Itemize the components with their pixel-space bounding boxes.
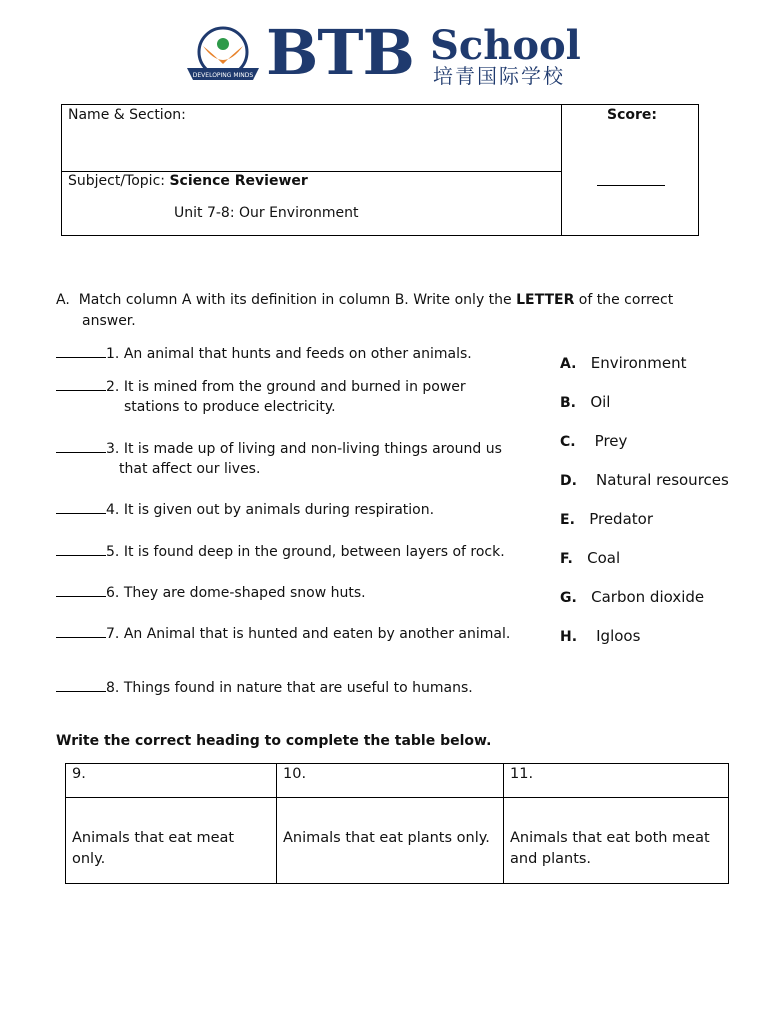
section-a-instruction (56, 290, 673, 310)
question-6 (56, 583, 366, 603)
answer-blank-7[interactable] (56, 624, 106, 638)
option-f: F. Coal (560, 549, 621, 567)
question-number: 6. (106, 585, 120, 601)
option-h: H. Igloos (560, 627, 641, 645)
question-3-line2: that affect our lives. (119, 461, 261, 477)
table-header-10[interactable]: 10. (283, 766, 307, 782)
question-2-line2: stations to produce electricity. (124, 399, 336, 415)
question-text: They are dome-shaped snow huts. (123, 585, 366, 601)
option-c: C. Prey (560, 432, 628, 450)
section-a-instruction-line2: answer. (82, 313, 136, 329)
question-number: 5. (106, 544, 120, 560)
question-number: 4. (106, 502, 120, 518)
question-number: 1. (106, 346, 120, 362)
question-7 (56, 624, 510, 644)
logo-chinese-text: 培青国际学校 (433, 64, 565, 88)
question-number: 2. (106, 379, 120, 395)
question-text: An Animal that is hunted and eaten by another animal. (123, 626, 511, 642)
answer-blank-6[interactable] (56, 583, 106, 597)
question-text: It is found deep in the ground, between layers of rock. (123, 544, 505, 560)
instruction-text-bold: LETTER (516, 292, 575, 308)
table-row-divider (66, 797, 728, 798)
table-col-divider (276, 764, 277, 883)
score-label: Score: (607, 107, 657, 123)
answer-blank-3[interactable] (56, 439, 106, 453)
answer-blank-5[interactable] (56, 542, 106, 556)
question-4 (56, 500, 434, 520)
subject-topic-row (68, 172, 308, 190)
question-text: An animal that hunts and feeds on other animals. (123, 346, 472, 362)
question-1 (56, 344, 472, 364)
logo-motto: DEVELOPING MINDS (192, 72, 254, 79)
question-text: It is given out by animals during respiration. (123, 502, 435, 518)
question-8 (56, 678, 473, 698)
answer-blank-8[interactable] (56, 678, 106, 692)
option-b: B. Oil (560, 393, 611, 411)
option-a: A. Environment (560, 354, 687, 372)
question-5 (56, 542, 505, 562)
table-header-9[interactable]: 9. (72, 766, 86, 782)
score-blank-line (597, 185, 665, 186)
logo-school-text: School (430, 22, 581, 69)
question-2 (56, 377, 466, 397)
question-number: 3. (106, 441, 120, 457)
option-g: G. Carbon dioxide (560, 588, 705, 606)
subject-label: Subject/Topic: (68, 173, 165, 189)
option-e: E. Predator (560, 510, 653, 528)
section-b-instruction: Write the correct heading to complete the table below. (56, 733, 492, 749)
section-a-marker: A. (56, 292, 70, 308)
box-divider-vertical (561, 105, 562, 235)
logo-brand-text: BTB (266, 16, 414, 89)
instruction-text-before: Match column A with its definition in column B. Write only the (78, 292, 517, 308)
table-cell-omnivores: Animals that eat both meat and plants. (510, 830, 710, 867)
subject-value: Science Reviewer (169, 173, 308, 189)
question-text: Things found in nature that are useful to humans. (123, 680, 473, 696)
table-header-11[interactable]: 11. (510, 766, 534, 782)
question-text: It is made up of living and non-living things around us (123, 441, 502, 457)
question-3 (56, 439, 502, 459)
question-number: 7. (106, 626, 120, 642)
table-cell-herbivores: Animals that eat plants only. (283, 830, 490, 846)
name-section-label: Name & Section: (68, 107, 186, 123)
instruction-text-after: of the correct (574, 292, 674, 308)
question-number: 8. (106, 680, 120, 696)
school-logo-emblem (183, 24, 263, 88)
table-cell-carnivores: Animals that eat meat only. (72, 830, 235, 867)
unit-title: Unit 7-8: Our Environment (174, 205, 359, 221)
table-col-divider (503, 764, 504, 883)
option-d: D. Natural resources (560, 471, 729, 489)
answer-blank-2[interactable] (56, 377, 106, 391)
answer-blank-4[interactable] (56, 500, 106, 514)
question-text: It is mined from the ground and burned in power (123, 379, 466, 395)
answer-blank-1[interactable] (56, 344, 106, 358)
